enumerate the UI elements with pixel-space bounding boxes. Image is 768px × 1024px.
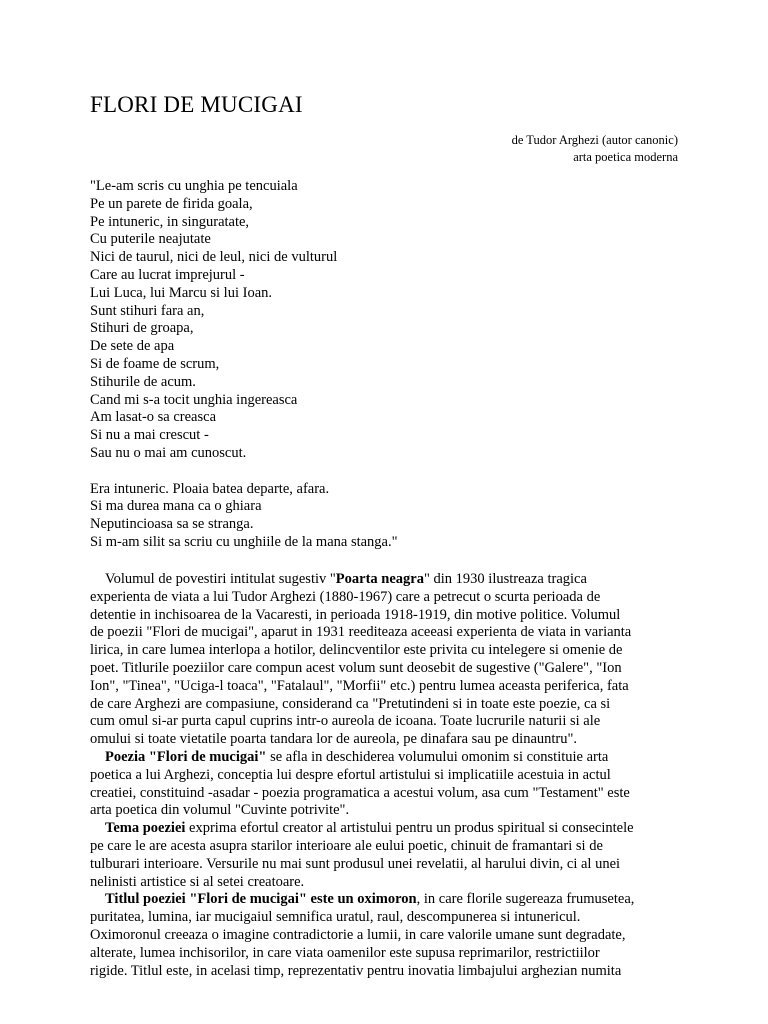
byline: [278, 132, 678, 166]
text-span: , in care florile sugereaza frumusetea,: [416, 891, 635, 908]
text-line: creatiei, constituind -asadar - poezia programatica a acestui volum, asa cum "Testament" este: [90, 784, 630, 801]
poem-line: Sunt stihuri fara an,: [90, 302, 205, 319]
text-line: experienta de viata a lui Tudor Arghezi (1880-1967) care a petrecut o scurta perioada de: [90, 588, 601, 605]
bold-term: Titlul poeziei "Flori de mucigai" este un oximoron: [105, 891, 417, 908]
text-line: Oximoronul creeaza o imagine contradictorie a lumii, in care valorile umane sunt degradate,: [90, 926, 626, 943]
text-span: " din 1930 ilustreaza tragica: [423, 571, 587, 587]
text-span: exprima efortul creator al artistului pentru un produs spiritual si consecintele: [185, 820, 634, 837]
poem-line: Stihuri de groapa,: [90, 320, 194, 337]
text-line: lirica, in care lumea interlopa a hotilor, delincventilor este privita cu intelegere si omenie de: [90, 642, 623, 659]
poem-stanza-1: [90, 178, 398, 463]
poem-line: Si ma durea mana ca o ghiara: [90, 498, 262, 515]
text-line: nelinisti artistice si al setei creatoare.: [90, 873, 305, 890]
poem-line: De sete de apa: [90, 338, 175, 355]
poem-line: Pe intuneric, in singuratate,: [90, 213, 250, 230]
text-line: puritatea, lumina, iar mucigaiul semnifica uratul, raul, descompunerea si intunericul.: [90, 909, 581, 926]
poem-line: Sau nu o mai am cunoscut.: [90, 444, 247, 461]
poem-line: Cu puterile neajutate: [90, 231, 211, 248]
text-line: poet. Titlurile poeziilor care compun acest volum sunt deosebit de sugestive ("Galere", "Ion: [90, 659, 622, 676]
poem-line: Pe un parete de firida goala,: [90, 195, 253, 212]
stanza-gap: [90, 463, 398, 481]
paragraph-theme: [90, 820, 680, 891]
poem-line: Lui Luca, lui Marcu si lui Ioan.: [90, 284, 273, 301]
text-line: rigide. Titlul este, in acelasi timp, reprezentativ pentru inovatia limbajului arghezian numita: [90, 962, 622, 979]
text-line: detentie in inchisoarea de la Vacaresti, in perioada 1918-1919, din motive politice. Volumul: [90, 606, 621, 623]
byline-genre: arta poetica moderna: [573, 150, 678, 164]
text-line: [90, 820, 680, 838]
text-line: arta poetica din volumul "Cuvinte potrivite".: [90, 802, 350, 819]
poem: [90, 178, 398, 552]
text-line: poetica a lui Arghezi, conceptia lui despre efortul artistului si implicatiile acestuia in actul: [90, 766, 611, 783]
poem-stanza-2: [90, 481, 398, 552]
text-span: se afla in deschiderea volumului omonim si constituie arta: [266, 748, 609, 765]
poem-line: Neputincioasa sa se stranga.: [90, 516, 254, 533]
poem-line: Si de foame de scrum,: [90, 355, 220, 372]
text-line: tulburari interioare. Versurile nu mai sunt produsul unei revelatii, al harului divin, ci al unei: [90, 855, 621, 872]
text-line: [90, 891, 680, 909]
text-line: cum omul si-ar purta capul cuprins intr-o aureola de icoana. Toate lucrurile naturii si ale: [90, 713, 601, 730]
text-line: alterate, lumea inchisorilor, in care viata oamenilor este supusa reprimarilor, restrictiilor: [90, 944, 600, 961]
paragraph-volume-intro: [90, 571, 680, 749]
text-line: omului si toate vietatile poarta tandara lor de aureola, pe dinafara sau pe dinauntru".: [90, 731, 578, 748]
poem-line: Nici de taurul, nici de leul, nici de vulturul: [90, 249, 338, 266]
poem-line: Care au lucrat imprejurul -: [90, 266, 245, 283]
poem-line: Si m-am silit sa scriu cu unghiile de la mana stanga.": [90, 533, 398, 550]
poem-line: Si nu a mai crescut -: [90, 427, 209, 444]
paragraph-title-oxymoron: [90, 891, 680, 980]
bold-term: Tema poeziei: [105, 820, 186, 837]
page-title: FLORI DE MUCIGAI: [90, 92, 303, 117]
poem-line: Am lasat-o sa creasca: [90, 409, 217, 426]
text-line: de poezii "Flori de mucigai", aparut in 1931 reediteaza aceeasi experienta de viata in varianta: [90, 624, 632, 641]
poem-line: "Le-am scris cu unghia pe tencuiala: [90, 178, 298, 194]
poem-line: Stihurile de acum.: [90, 373, 196, 390]
text-line: [90, 749, 680, 767]
text-span: Volumul de povestiri intitulat sugestiv ": [105, 571, 336, 587]
byline-author: de Tudor Arghezi (autor canonic): [511, 133, 678, 147]
poem-line: Cand mi s-a tocit unghia ingereasca: [90, 391, 298, 408]
poem-line: Era intuneric. Ploaia batea departe, afara.: [90, 480, 330, 497]
text-line: pe care le are acesta asupra starilor interioare ale eului poetic, chinuit de framantari si de: [90, 837, 603, 854]
paragraph-ars-poetica: [90, 749, 680, 820]
bold-term: Poarta neagra: [335, 571, 424, 587]
essay-body: [90, 571, 680, 980]
text-line: [90, 571, 680, 589]
text-line: Ion", "Tinea", "Uciga-l toaca", "Fatalaul", "Morfii" etc.) pentru lumea aceasta periferica, fata: [90, 677, 629, 694]
text-line: de care Arghezi are compasiune, considerand ca "Pretutindeni si in toate este poezie, ca si: [90, 695, 611, 712]
bold-term: Poezia "Flori de mucigai": [105, 748, 267, 765]
